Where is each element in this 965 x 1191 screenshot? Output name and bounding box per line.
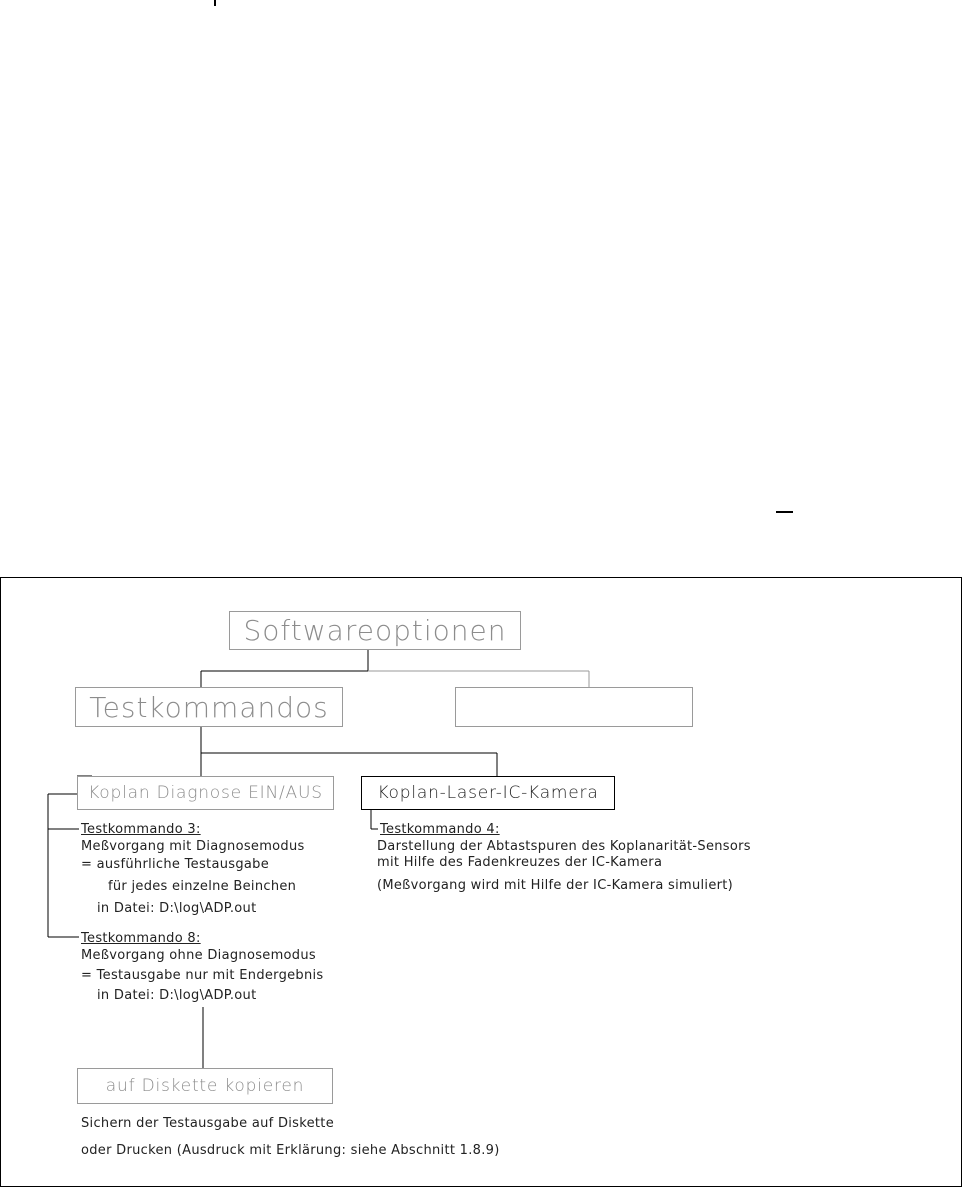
save-line1: Sichern der Testausgabe auf Diskette (81, 1116, 335, 1131)
tk8-line3: in Datei: D:\log\ADP.out (97, 988, 257, 1003)
node-auf-diskette-label: auf Diskette kopieren (105, 1076, 305, 1096)
tk3-line1: Meßvorgang mit Diagnosemodus (81, 839, 305, 854)
node-testkommandos-label: Testkommandos (89, 690, 329, 724)
node-softwareoptionen-label: Softwareoptionen (243, 614, 507, 647)
node-koplan-diagnose (77, 776, 334, 810)
tk4-line1: Darstellung der Abtastspuren des Koplanarität-Sensors (377, 839, 751, 854)
tk8-line1: Meßvorgang ohne Diagnosemodus (81, 948, 316, 963)
node-auf-diskette (77, 1068, 333, 1104)
tk3-line4: in Datei: D:\log\ADP.out (97, 901, 257, 916)
node-empty-option (455, 687, 693, 727)
node-koplan-diagnose-label: Koplan Diagnose EIN/AUS (88, 783, 323, 803)
node-koplan-laser (361, 776, 615, 810)
tk4-line2: mit Hilfe des Fadenkreuzes der IC-Kamera (377, 855, 663, 870)
tk4-title: Testkommando 4: (380, 822, 500, 837)
node-softwareoptionen (229, 611, 521, 650)
tk8-title: Testkommando 8: (81, 931, 201, 946)
tk3-line3: für jedes einzelne Beinchen (108, 879, 297, 894)
tk8-line2: = Testausgabe nur mit Endergebnis (81, 968, 324, 983)
tk4-line3: (Meßvorgang wird mit Hilfe der IC-Kamera simuliert) (377, 878, 734, 893)
node-koplan-laser-label: Koplan-Laser-IC-Kamera (377, 783, 599, 803)
tk3-line2: = ausführliche Testausgabe (81, 857, 269, 872)
save-line2: oder Drucken (Ausdruck mit Erklärung: siehe Abschnitt 1.8.9) (81, 1143, 500, 1158)
node-testkommandos (75, 687, 343, 727)
tk3-title: Testkommando 3: (81, 822, 201, 837)
